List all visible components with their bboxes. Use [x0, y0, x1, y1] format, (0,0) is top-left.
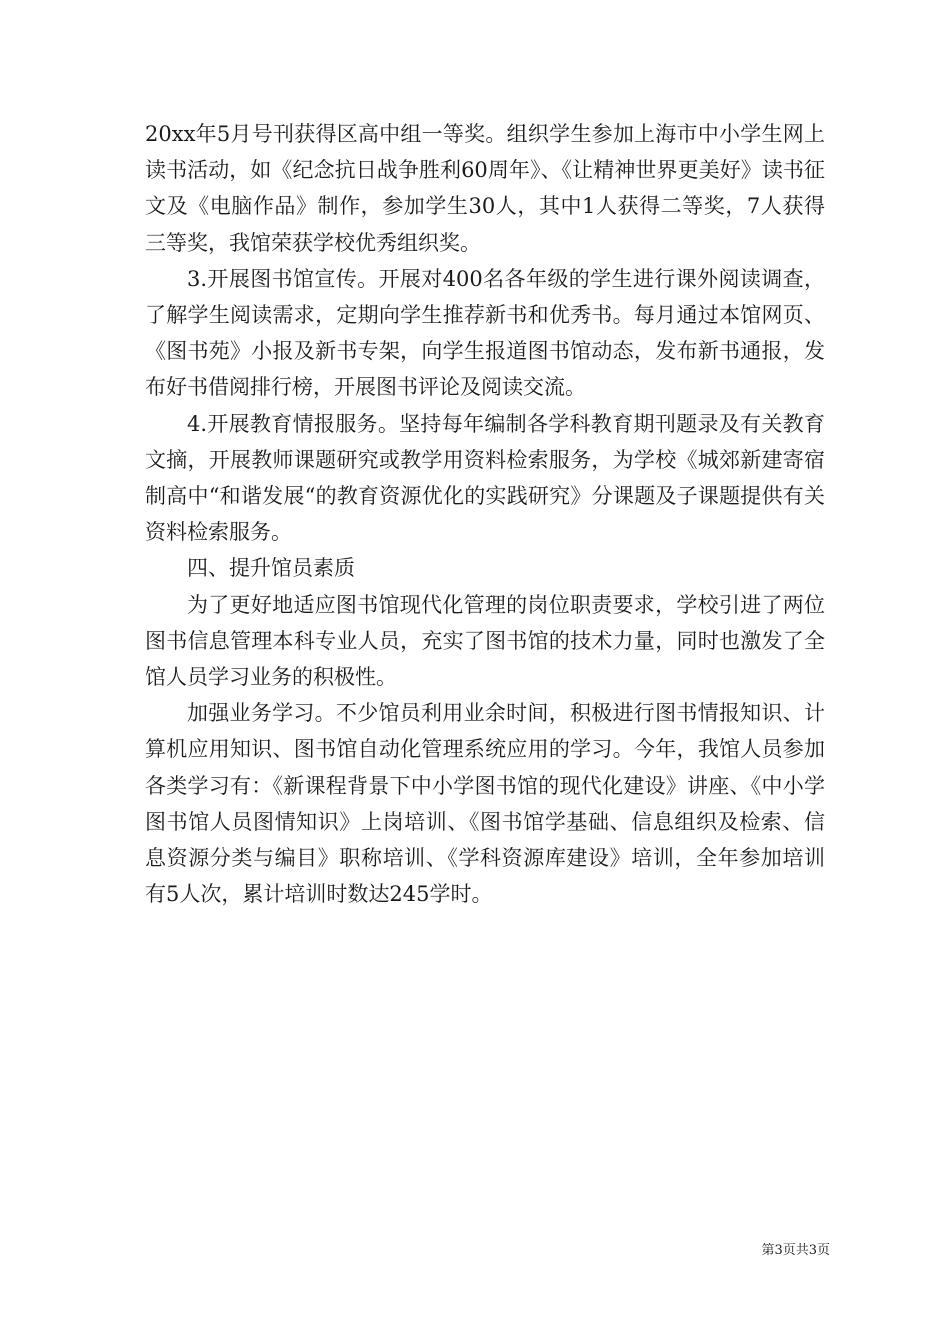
paragraph-education-info-service: 4.开展教育情报服务。坚持每年编制各学科教育期刊题录及有关教育文摘，开展教师课题研究或教学用资料检索服务，为学校《城郊新建寄宿制高中“和谐发展“的教育资源优化的实践研究》分课题及子课题提供有关资料检索服务。	[145, 411, 825, 545]
paragraph-staff-recruitment: 为了更好地适应图书馆现代化管理的岗位职责要求，学校引进了两位图书信息管理本科专业人员，充实了图书馆的技术力量，同时也激发了全馆人员学习业务的积极性。	[145, 592, 825, 690]
section-heading-staff-quality: 四、提升馆员素质	[187, 556, 355, 581]
document-body	[145, 116, 825, 912]
page-number-footer: 第3页共3页	[761, 1243, 830, 1258]
paragraph-library-promotion: 3.开展图书馆宣传。开展对400名各年级的学生进行课外阅读调查，了解学生阅读需求，定期向学生推荐新书和优秀书。每月通过本馆网页、《图书苑》小报及新书专架，向学生报道图书馆动态，发布新书通报，发布好书借阅排行榜，开展图书评论及阅读交流。	[145, 266, 825, 400]
paragraph-staff-training: 加强业务学习。不少馆员利用业余时间，积极进行图书情报知识、计算机应用知识、图书馆自动化管理系统应用的学习。今年，我馆人员参加各类学习有：《新课程背景下中小学图书馆的现代化建设》讲座、《中小学图书馆人员图情知识》上岗培训、《图书馆学基础、信息组织及检索、信息资源分类与编目》职称培训、《学科资源库建设》培训，全年参加培训有5人次，累计培训时数达245学时。	[145, 701, 825, 907]
paragraph-award-results: 20xx年5月号刊获得区高中组一等奖。组织学生参加上海市中小学生网上读书活动，如《纪念抗日战争胜利60周年》、《让精神世界更美好》读书征文及《电脑作品》制作，参加学生30人，其中1人获得二等奖，7人获得三等奖，我馆荣获学校优秀组织奖。	[145, 122, 825, 255]
